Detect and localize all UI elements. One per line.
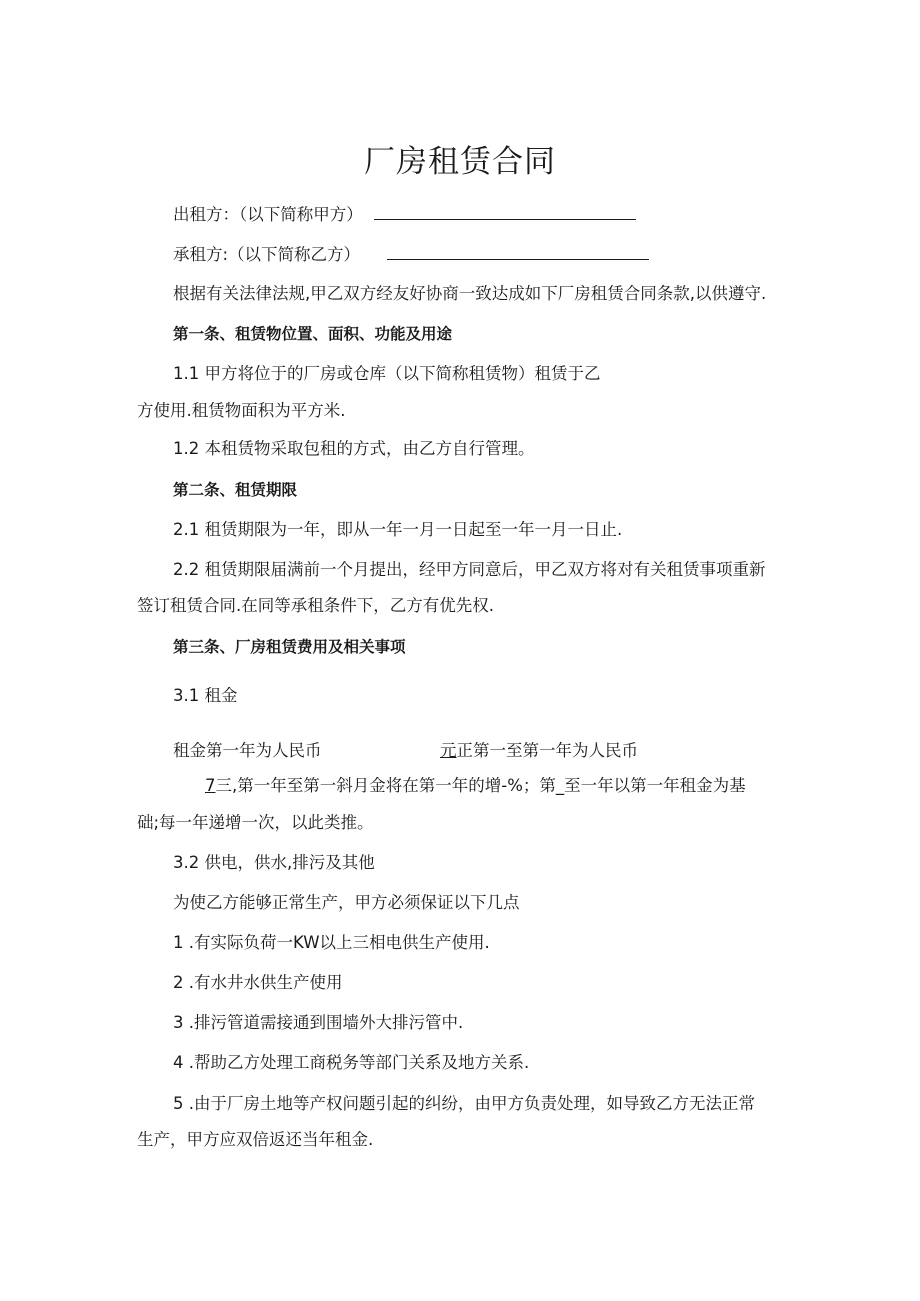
article-1-heading: 第一条、租赁物位置、面积、功能及用途 (173, 325, 453, 343)
party-a-blank (374, 202, 636, 220)
rent-line3: 础;每一年递增一次，以此类推。 (137, 813, 374, 832)
list-item-5-line2: 生产，甲方应双倍返还当年租金. (137, 1130, 374, 1149)
clause-3-2-intro: 为使乙方能够正常生产，甲方必须保证以下几点 (173, 893, 520, 912)
rent-line2-text: 三,第一年至第一斜月金将在第一年的增-%；第_至一年以第一年租金为基 (215, 776, 746, 795)
clause-2-1: 2.1 租赁期限为一年，即从一年一月一日起至一年一月一日止. (173, 520, 623, 539)
list-item-3: 3 .排污管道需接通到围墙外大排污管中. (173, 1013, 464, 1032)
list-item-4: 4 .帮助乙方处理工商税务等部门关系及地方关系. (173, 1053, 530, 1072)
rent-line2-mark: 7 (205, 776, 216, 795)
rent-line2 (205, 775, 746, 797)
clause-1-1-line1: 1.1 甲方将位于的厂房或仓库（以下简称租赁物）租赁于乙 (173, 364, 601, 383)
article-2-heading: 第二条、租赁期限 (173, 481, 298, 499)
rent-line1-suffix: 正第一至第一年为人民币 (456, 741, 638, 760)
document-title: 厂房租赁合同 (364, 144, 556, 180)
clause-1-2: 1.2 本租赁物采取包租的方式，由乙方自行管理。 (173, 439, 535, 458)
clause-3-1: 3.1 租金 (173, 686, 238, 705)
clause-2-2-line1: 2.2 租赁期限届满前一个月提出，经甲方同意后，甲乙双方将对有关租赁事项重新 (173, 560, 766, 579)
list-item-2: 2 .有水井水供生产使用 (173, 973, 343, 992)
rent-line1-left: 租金第一年为人民币 (173, 741, 322, 760)
rent-yuan-underlined: 元 (440, 741, 457, 760)
party-b-line (173, 242, 649, 266)
article-3-heading: 第三条、厂房租赁费用及相关事项 (173, 638, 406, 656)
party-b-label: 承租方:（以下简称乙方） (173, 245, 361, 264)
rent-line1-right (440, 740, 638, 762)
intro-paragraph: 根据有关法律法规,甲乙双方经友好协商一致达成如下厂房租赁合同条款,以供遵守. (173, 284, 767, 303)
clause-3-2: 3.2 供电，供水,排污及其他 (173, 853, 375, 872)
list-item-1: 1 .有实际负荷一KW以上三相电供生产使用. (173, 933, 490, 952)
party-b-blank (387, 242, 649, 260)
clause-1-1-line2: 方使用.租赁物面积为平方米. (137, 401, 346, 420)
party-a-line (173, 202, 636, 226)
clause-2-2-line2: 签订租赁合同.在同等承租条件下，乙方有优先权. (137, 596, 494, 615)
list-item-5: 5 .由于厂房土地等产权问题引起的纠纷，由甲方负责处理，如导致乙方无法正常 (173, 1094, 755, 1113)
party-a-label: 出租方：（以下简称甲方） (173, 205, 363, 224)
